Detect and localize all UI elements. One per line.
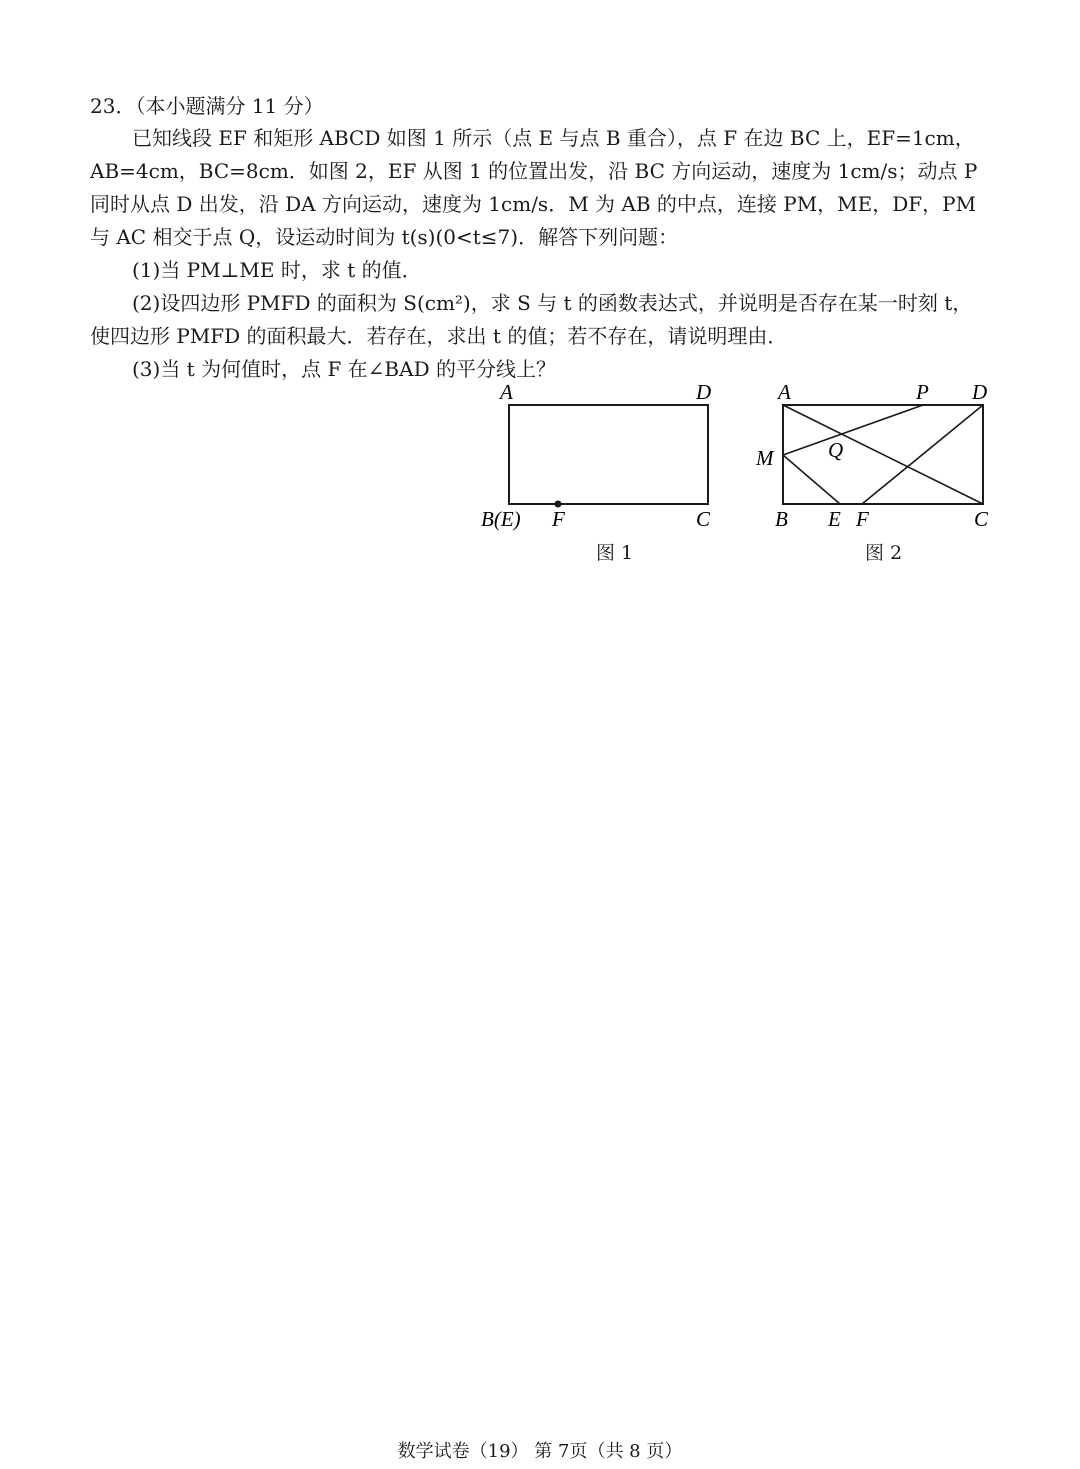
rectangle-abcd xyxy=(509,405,708,504)
segment-me xyxy=(783,455,840,504)
label-b: B xyxy=(775,507,788,531)
figure-1-caption: 图 1 xyxy=(596,542,634,564)
label-p: P xyxy=(916,380,929,404)
intro-line-3: 同时从点 D 出发，沿 DA 方向运动，速度为 1cm/s．M 为 AB 的中点，连接 PM，ME，DF，PM xyxy=(90,192,977,216)
label-d: D xyxy=(972,380,988,404)
part-1-text: (1)当 PM⊥ME 时，求 t 的值． xyxy=(132,258,422,282)
label-c: C xyxy=(696,507,711,531)
figure-2-caption: 图 2 xyxy=(865,542,903,564)
question-number-header: 23．（本小题满分 11 分） xyxy=(90,94,324,118)
label-q: Q xyxy=(828,438,844,462)
segment-pm xyxy=(783,405,923,455)
label-b-e: B(E) xyxy=(481,507,521,531)
intro-line-2: AB=4cm，BC=8cm．如图 2，EF 从图 1 的位置出发，沿 BC 方向运动，速度为 1cm/s；动点 P xyxy=(90,159,978,183)
label-a: A xyxy=(500,380,513,404)
label-c: C xyxy=(974,507,989,531)
intro-line-4: 与 AC 相交于点 Q，设运动时间为 t(s)(0<t≤7)．解答下列问题： xyxy=(90,225,679,249)
figure-2 xyxy=(748,375,1008,535)
figure-1 xyxy=(470,375,730,535)
part-2-text-line-1: (2)设四边形 PMFD 的面积为 S(cm²)，求 S 与 t 的函数表达式，并说明是否存在某一时刻 t， xyxy=(132,291,973,315)
label-m: M xyxy=(756,446,774,470)
page-footer: 数学试卷（19） 第 7页（共 8 页） xyxy=(397,1441,683,1462)
part-2-text-line-2: 使四边形 PMFD 的面积最大．若存在，求出 t 的值；若不存在，请说明理由． xyxy=(90,324,788,348)
intro-line-1: 已知线段 EF 和矩形 ABCD 如图 1 所示（点 E 与点 B 重合），点 F 在边 BC 上，EF=1cm， xyxy=(132,126,975,150)
part-3-text: (3)当 t 为何值时，点 F 在∠BAD 的平分线上？ xyxy=(132,357,556,381)
label-f: F xyxy=(552,507,565,531)
label-f: F xyxy=(856,507,869,531)
label-a: A xyxy=(778,380,791,404)
label-e: E xyxy=(828,507,841,531)
label-d: D xyxy=(696,380,712,404)
